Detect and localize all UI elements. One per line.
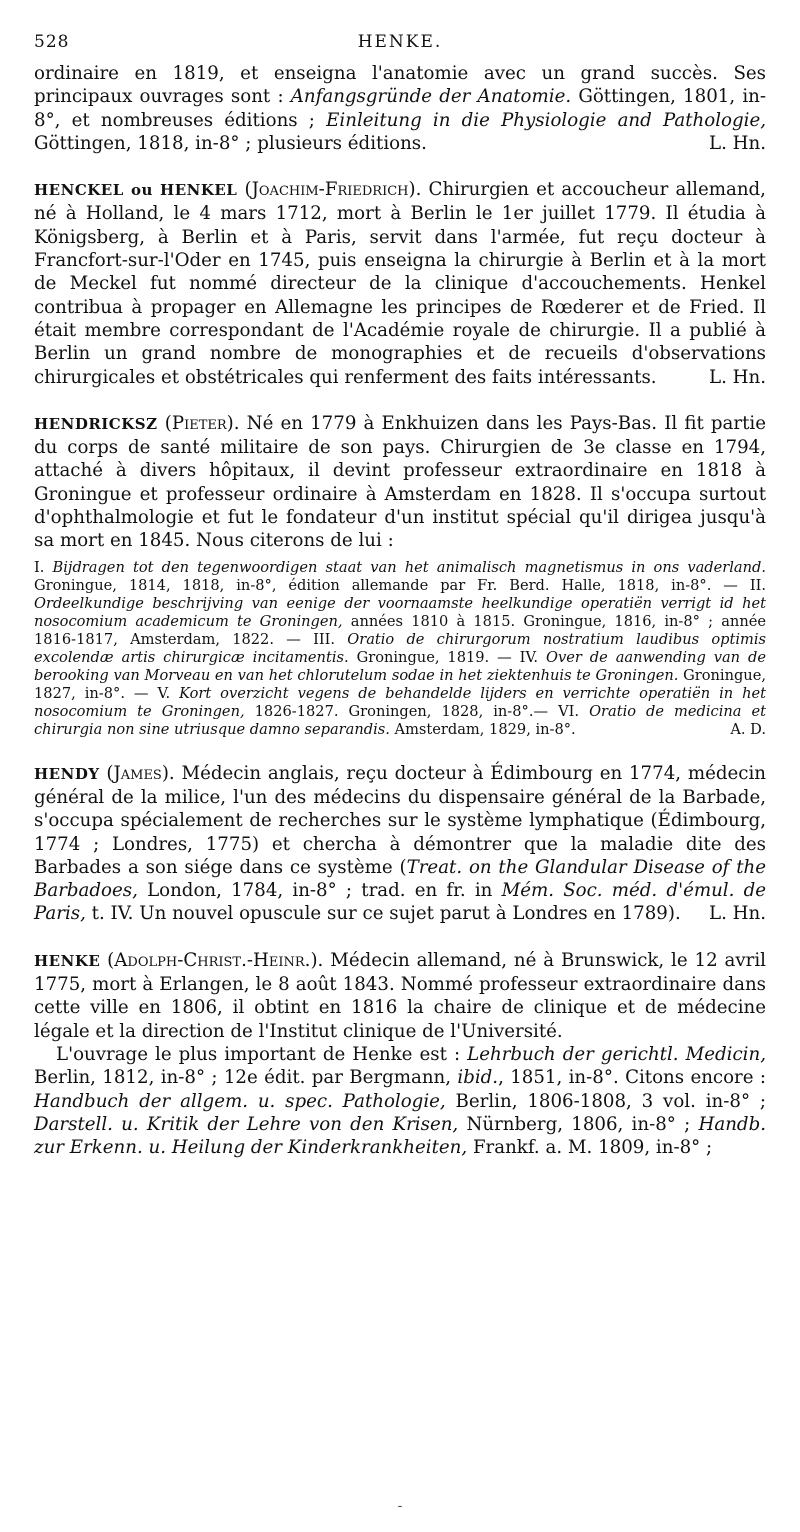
entry-text: Nürnberg, 1806, in-8° ; (458, 1113, 699, 1135)
biblio-number: — V. (124, 684, 180, 702)
signature: L. Hn. (709, 903, 766, 925)
entry-text: Frankf. a. M. 1809, in-8° ; (467, 1137, 713, 1159)
entry-work-2: Mém. Soc. méd. d'émul. de Paris, (34, 880, 766, 925)
biblio-details: années 1810 à 1815. Groningue, 1816, in-8° ; année 1816-1817, Amsterdam, 1822. (34, 612, 766, 648)
page-number: 528 (34, 32, 70, 52)
biblio-details: 1826-1827. Groningen, 1828, in-8°.— (244, 702, 549, 720)
bibliography-list (34, 559, 766, 739)
entry-text: Médecin allemand, né à Brunswick, le 12 avril 1775, mort à Erlangen, le 8 août 1843. Nommé professeur extraordinaire dans cette ville en 1806, il obtint en 1816 la chaire de clinique et de médecine légale et la direction de l'Institut clinique de l'Université. (34, 949, 766, 1042)
entry-work-1: Treat. on the Glandular Disease of the Barbadoes, (34, 856, 766, 902)
footer-mark: - (397, 1498, 403, 1514)
headword: HENDY (34, 764, 100, 783)
entry-text: Chirurgien et accoucheur allemand, né à Holland, le 4 mars 1712, mort à Berlin le 1er juillet 1779. Il étudia à Königsberg, à Berlin et à Paris, servit dans l'armée, fut reçu docteur à Francfort-sur-l'Oder en 1745, puis enseigna la chirurgie à Berlin et à la mort de Meckel fut nommé directeur de la clinique d'accouchements. Henkel contribua à propager en Allemagne les principes de Rœderer et de Fried. Il était membre correspondant de l'Académie royale de chirurgie. Il a publié à Berlin un grand nombre de monographies et de recueils d'observations chirurgicales et obstétricales qui renferment des faits intéressants. (34, 179, 766, 388)
alt-headword: HENKEL (160, 181, 238, 200)
entry-text-3: t. IV. Un nouvel opuscule sur ce sujet parut à Londres en 1789). (85, 903, 681, 925)
entry-text: Médecin anglais, reçu docteur à Édimbourg en 1774, médecin général de la milice, l'un des médecins du dispensaire général de la Barbade, s'occupa spécialement de recherches sur le système lymphatique (Édimbourg, 1774 ; Londres, 1775) et chercha à démontrer que la maladie dite des Barbades a son siége dans ce système ( (34, 762, 766, 878)
entry-work: Handb. zur Erkenn. u. Heilung der Kinderkrankheiten, (34, 1113, 766, 1159)
biblio-title: Oratio de medicina et chirurgia non sine utriusque damno separandis. (34, 702, 766, 738)
forenames: (Pieter). (164, 412, 240, 434)
signature: A. D. (730, 720, 766, 738)
entry-text: Né en 1779 à Enkhuizen dans les Pays-Bas. Il fit partie du corps de santé militaire de son pays. Chirurgien de 3e classe en 1794, attaché à divers hôpitaux, il devint professeur extraordinaire en 1818 à Groningue et professeur ordinaire à Amsterdam en 1828. Il s'occupa surtout d'ophthalmologie et fut le fondateur d'un institut spécial qu'il dirigea jusqu'à sa mort en 1845. Nous citerons de lui : (34, 412, 766, 552)
biblio-title: Kort overzicht vegens de behandelde lijders en verrichte operatiën in het nosocomium te Groningen, (34, 684, 766, 720)
forenames: (Adolph-Christ.-Heinr.). (107, 949, 324, 971)
biblio-details: Groningue, 1827, in-8°. (34, 666, 766, 702)
biblio-details: Groningue, 1819. (348, 648, 490, 666)
bibliography (34, 559, 766, 739)
headword: HENCKEL (34, 181, 124, 200)
biblio-title: Ordeelkundige beschrijving van eenige der voornaamste heelkundige operatiën verrigt id het nosocomium academicum te Groningen, (34, 594, 766, 630)
biblio-details: Amsterdam, 1829, in-8°. (389, 720, 576, 738)
entry-hendricksz (34, 412, 766, 553)
forenames: (James). (106, 762, 175, 784)
entry-work: Handbuch der allgem. u. spec. Pathologie, (34, 1090, 446, 1112)
entry-work: Lehrbuch der gerichtl. Medicin, (467, 1043, 766, 1065)
carryover-paragraph (34, 62, 766, 155)
entry-ibid: ibid. (457, 1067, 499, 1089)
entry-text-2: London, 1784, in-8° ; trad. en fr. in (137, 880, 502, 902)
biblio-title: Bijdragen tot den tegenwoordigen staat van het animalisch magnetismus in ons vaderland. (52, 558, 766, 576)
biblio-details: Groningue, 1814, 1818, in-8°, édition allemande par Fr. Berd. Halle, 1818, in-8°. (34, 576, 712, 594)
carryover-signature: L. Hn. (709, 132, 766, 154)
entry-henckel (34, 178, 766, 389)
carryover-text: ordinaire en 1819, et enseigna l'anatomie avec un grand succès. Ses principaux ouvrages sont : (34, 63, 766, 108)
running-title: HENKE. (357, 32, 443, 52)
biblio-number: I. (34, 558, 53, 576)
page (34, 28, 766, 1159)
carryover-text-3: Göttingen, 1818, in-8° ; plusieurs éditions. (34, 132, 427, 154)
carryover-work-2: Einleitung in die Physiologie and Pathologie, (326, 109, 766, 131)
biblio-title: Over de aanwending van de berooking van Morveau en van het chlorutelum sodae in het ziektenhuis te Groningen. (34, 648, 767, 684)
forenames: (Joachim-Friedrich). (244, 179, 422, 201)
entry-text: , 1851, in-8°. Citons encore : (498, 1067, 766, 1089)
running-head (34, 28, 766, 62)
biblio-title: Oratio de chirurgorum nostratium laudibus optimis excolendæ artis chirurgicæ incitamentis. (34, 630, 766, 666)
headword-connector: ou (130, 181, 153, 200)
biblio-number: — II. (711, 576, 766, 594)
entry-text: L'ouvrage le plus important de Henke est : (56, 1043, 468, 1065)
entry-hendy (34, 762, 766, 926)
biblio-number: VI. (548, 702, 590, 720)
biblio-number: — III. (273, 630, 348, 648)
headword: HENKE (34, 951, 101, 970)
signature: L. Hn. (709, 366, 766, 388)
headword: HENDRICKSZ (34, 414, 158, 433)
carryover-text-2: Göttingen, 1801, in-8°, et nombreuses éditions ; (34, 86, 766, 131)
entry-henke-paragraph-2 (34, 1043, 766, 1159)
biblio-number: — IV. (489, 648, 547, 666)
entry-text: Berlin, 1812, in-8° ; 12e édit. par Bergmann, (34, 1067, 458, 1089)
entry-henke (34, 949, 766, 1043)
entry-work: Darstell. u. Kritik der Lehre von den Krisen, (34, 1113, 459, 1135)
entry-text: Berlin, 1806-1808, 3 vol. in-8° ; (445, 1090, 767, 1112)
carryover-work-1: Anfangsgründe der Anatomie. (290, 86, 572, 108)
